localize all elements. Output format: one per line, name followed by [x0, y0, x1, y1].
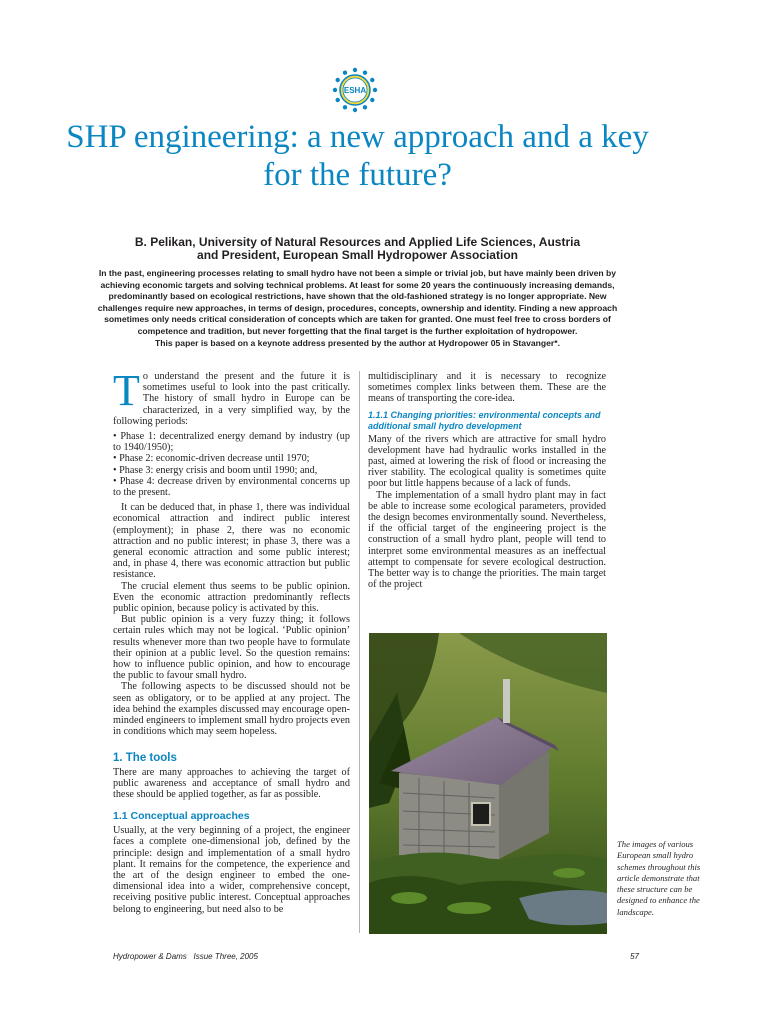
body-paragraph: There are many approaches to achieving the target of public awareness and acceptance of small hydro and these should be applied together, as far as possible.	[113, 766, 350, 800]
esha-logo	[331, 66, 379, 114]
author-line-1: B. Pelikan, University of Natural Resources and Applied Life Sciences, Austria	[134, 235, 581, 249]
body-paragraph: Usually, at the very beginning of a project, the engineer faces a complete one-dimensional job, defined by the principle: design and implementation of a small hydro plant. It remains for the competence, the experience and the art of the design engineer to embed the one-dimensional idea into a wider, comprehensive concept, receiving positive public interest. Conceptual approaches belong to engineering, but need also to be	[113, 825, 350, 915]
section-heading-priorities: 1.1.1 Changing priorities: environmental concepts and additional small hydro development	[368, 409, 601, 431]
right-column	[368, 371, 606, 615]
phase-list	[113, 431, 350, 498]
abstract-text: In the past, engineering processes relating to small hydro have not been a simple or trivial job, but have mainly been driven by achieving economic targets and solving technical problems. At least for some 20 years the continuously increasing demands, predominantly based on ecological restrictions, have shown that the old-fashioned strategy is no longer appropriate. New challenges require new approaches, in terms of design, procedures, concepts, ownership and identity. Finding a new approach sometimes only needs critical consideration of concepts which are taken for granted. One must feel free to cross borders of competence and tradition, but never forgetting that the final target is the further exploitation of hydropower.	[97, 268, 618, 336]
phase-item: • Phase 1: decentralized energy demand by industry (up to 1940/1950);	[113, 431, 350, 454]
abstract	[95, 268, 620, 349]
footer-journal: Hydropower & Dams Issue Three, 2005	[113, 952, 258, 961]
section-heading-tools: 1. The tools	[113, 751, 177, 764]
photo-caption: The images of various European small hydro schemes throughout this article demonstrate that these structure can be designed to enhance the landscape.	[617, 839, 701, 917]
body-paragraph: The crucial element thus seems to be public opinion. Even the economic attraction predominantly reflects public opinion, because policy is activated by this.	[113, 580, 350, 615]
intro-text: o understand the present and the future it is sometimes useful to look into the past critically. The history of small hydro in Europe can be characterized, in a very simplified way, by the following periods:	[113, 371, 350, 427]
body-paragraph: The following aspects to be discussed should not be seen as obligatory, or to be applied at any project. The idea behind the examples discussed may encourage open-minded engineers to implement small hydro projects even in conditions which may seem hopeless.	[113, 681, 350, 738]
intro-paragraph	[113, 371, 350, 427]
phase-item: • Phase 2: economic-driven decrease until 1970;	[113, 453, 310, 465]
page-number: 57	[630, 952, 639, 961]
phase-item: • Phase 4: decrease driven by environmental concerns up to the present.	[113, 475, 350, 499]
column-divider	[359, 371, 360, 933]
phase-item: • Phase 3: energy crisis and boom until 1990; and,	[113, 464, 318, 476]
logo-text: ESHA	[343, 86, 367, 95]
drop-cap: T	[113, 371, 140, 415]
body-paragraph: Many of the rivers which are attractive for small hydro development have had hydraulic works installed in the past, aimed at lowering the risk of flood or increasing the river stability. The ecological quality is sometimes quite poor but little happens because of a lack of funds.	[368, 433, 606, 490]
left-column	[113, 371, 350, 933]
author-byline	[60, 236, 655, 262]
body-paragraph: It can be deduced that, in phase 1, there was individual economical attraction and indirect public interest (employment); in phase 2, there was no economic attraction and no public interest; in phase 3, there was a general economic attraction and some public interest; and, in phase 4, there was economic attraction but public resistance.	[113, 502, 350, 581]
body-paragraph: The implementation of a small hydro plant may in fact be able to increase some ecological parameters, provided the design becomes environmentally sound. Nevertheless, if the official target of the engineering project is the construction of a small hydro plant, people will tend to interpret some environmental measures as an ineffectual attempt to compensate for severe ecological destruction. The better way is to change the priorities. The main target of the project	[368, 489, 606, 591]
section-heading-conceptual: 1.1 Conceptual approaches	[113, 810, 250, 823]
stone-hut-photo	[369, 633, 607, 934]
body-paragraph: But public opinion is a very fuzzy thing; it follows certain rules which may not be logical. ‘Public opinion’ results whenever more than two people have to formulate their opinion at a public level. So the question remains: how to influence public opinion, and how to encourage the public to favour small hydro.	[113, 614, 350, 682]
article-title: SHP engineering: a new approach and a key for the future?	[66, 119, 649, 193]
abstract-note: This paper is based on a keynote address presented by the author at Hydropower 05 in Stavanger*.	[155, 337, 560, 348]
body-paragraph: multidisciplinary and it is necessary to recognize sometimes complex links between them. These are the means of transporting the core-idea.	[368, 371, 606, 405]
author-line-2: and President, European Small Hydropower Association	[197, 248, 518, 262]
